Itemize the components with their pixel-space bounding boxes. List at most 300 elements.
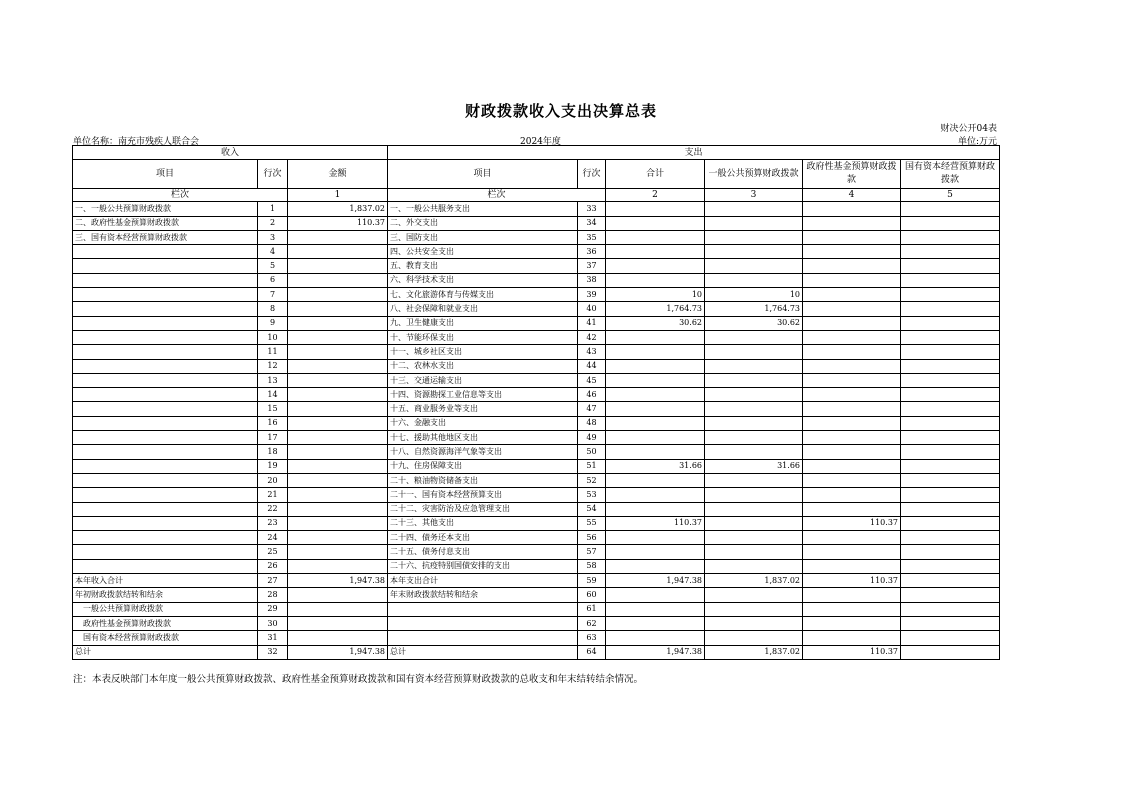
income-line-no-cell: 11: [258, 345, 288, 359]
table-row: [73, 388, 1000, 402]
income-line-no-cell: 3: [258, 230, 288, 244]
state-capital-cell: [901, 345, 1000, 359]
expense-line-no-cell: 64: [578, 645, 606, 659]
gov-fund-cell: [803, 273, 901, 287]
income-column-label: 栏次: [73, 189, 288, 202]
expense-total-cell: [606, 545, 705, 559]
gov-fund-cell: [803, 330, 901, 344]
state-capital-cell: [901, 473, 1000, 487]
state-capital-cell: [901, 574, 1000, 588]
currency-unit: 单位:万元: [957, 137, 997, 147]
table-row: [73, 473, 1000, 487]
column-number-5: 5: [901, 189, 1000, 202]
gov-fund-cell: 110.37: [803, 645, 901, 659]
expense-item-cell: 十八、自然资源海洋气象等支出: [388, 445, 578, 459]
gov-fund-cell: [803, 559, 901, 573]
expense-item-cell: [388, 631, 578, 645]
state-capital-cell: [901, 245, 1000, 259]
income-item-cell: [73, 559, 258, 573]
state-capital-cell: [901, 431, 1000, 445]
income-line-no-cell: 9: [258, 316, 288, 330]
column-number-4: 4: [803, 189, 901, 202]
expense-line-no-cell: 52: [578, 473, 606, 487]
table-row: [73, 616, 1000, 630]
expense-item-cell: 十六、金融支出: [388, 416, 578, 430]
general-budget-cell: [705, 488, 803, 502]
table-row: [73, 488, 1000, 502]
income-item-cell: 二、政府性基金预算财政拨款: [73, 216, 258, 230]
general-budget-cell: [705, 273, 803, 287]
income-item-cell: [73, 245, 258, 259]
general-budget-cell: [705, 388, 803, 402]
budget-summary-table: [72, 145, 1000, 660]
income-item-cell: [73, 402, 258, 416]
general-budget-cell: [705, 602, 803, 616]
expense-line-no-cell: 54: [578, 502, 606, 516]
income-item-cell: [73, 316, 258, 330]
state-capital-cell: [901, 545, 1000, 559]
income-line-no-cell: 4: [258, 245, 288, 259]
general-budget-cell: [705, 431, 803, 445]
income-amount-cell: [288, 330, 388, 344]
expense-total-cell: [606, 588, 705, 602]
state-capital-cell: [901, 516, 1000, 530]
income-header: 收入: [73, 146, 388, 160]
general-budget-cell: 1,764.73: [705, 302, 803, 316]
expense-total-cell: [606, 402, 705, 416]
column-number-1: 1: [288, 189, 388, 202]
income-item-cell: [73, 431, 258, 445]
general-budget-cell: [705, 216, 803, 230]
expense-total-cell: [606, 373, 705, 387]
expense-total-cell: [606, 488, 705, 502]
income-line-no-cell: 17: [258, 431, 288, 445]
expense-column-label: 栏次: [388, 189, 606, 202]
expense-line-no-cell: 55: [578, 516, 606, 530]
income-line-no-cell: 32: [258, 645, 288, 659]
expense-total-cell: [606, 345, 705, 359]
income-line-no-cell: 8: [258, 302, 288, 316]
state-capital-cell: [901, 373, 1000, 387]
table-row: [73, 445, 1000, 459]
general-budget-cell: 1,837.02: [705, 645, 803, 659]
table-row: [73, 330, 1000, 344]
expense-total-cell: 1,947.38: [606, 574, 705, 588]
expense-line-no-cell: 37: [578, 259, 606, 273]
income-item-cell: [73, 459, 258, 473]
gov-fund-cell: [803, 245, 901, 259]
income-item-cell: 一、一般公共预算财政拨款: [73, 202, 258, 216]
expense-item-cell: 二十三、其他支出: [388, 516, 578, 530]
expense-item-cell: [388, 602, 578, 616]
expense-item-cell: 二十一、国有资本经营预算支出: [388, 488, 578, 502]
income-line-no-cell: 19: [258, 459, 288, 473]
expense-line-no-cell: 42: [578, 330, 606, 344]
general-budget-cell: [705, 373, 803, 387]
income-amount-cell: [288, 259, 388, 273]
table-row: [73, 302, 1000, 316]
income-item-cell: 国有资本经营预算财政拨款: [73, 631, 258, 645]
gov-fund-cell: [803, 345, 901, 359]
expense-line-no-cell: 60: [578, 588, 606, 602]
table-row: [73, 545, 1000, 559]
income-amount-cell: [288, 345, 388, 359]
income-line-no-cell: 6: [258, 273, 288, 287]
state-capital-cell: [901, 588, 1000, 602]
income-line-no-cell: 28: [258, 588, 288, 602]
expense-item-cell: 十三、交通运输支出: [388, 373, 578, 387]
expense-line-no-cell: 51: [578, 459, 606, 473]
expense-line-no-cell: 53: [578, 488, 606, 502]
income-amount-cell: [288, 431, 388, 445]
state-capital-cell: [901, 273, 1000, 287]
table-row: [73, 245, 1000, 259]
income-line-no-cell: 29: [258, 602, 288, 616]
table-row: [73, 459, 1000, 473]
expense-item-cell: 二十四、债务还本支出: [388, 531, 578, 545]
income-amount-cell: [288, 402, 388, 416]
state-capital-cell: [901, 388, 1000, 402]
expense-line-no-cell: 63: [578, 631, 606, 645]
expense-total-cell: 30.62: [606, 316, 705, 330]
income-line-no-cell: 7: [258, 288, 288, 302]
income-amount-cell: [288, 502, 388, 516]
expense-total-cell: [606, 602, 705, 616]
gov-fund-cell: [803, 588, 901, 602]
state-capital-cell: [901, 459, 1000, 473]
table-row: [73, 516, 1000, 530]
income-item-cell: [73, 516, 258, 530]
expense-item-cell: 七、文化旅游体育与传媒支出: [388, 288, 578, 302]
income-amount-cell: [288, 616, 388, 630]
gov-fund-cell: 110.37: [803, 574, 901, 588]
expense-line-no-cell: 49: [578, 431, 606, 445]
gov-fund-cell: [803, 302, 901, 316]
general-budget-cell: [705, 230, 803, 244]
expense-total-cell: 110.37: [606, 516, 705, 530]
income-amount-cell: [288, 588, 388, 602]
state-capital-cell: [901, 645, 1000, 659]
expense-line-no-cell: 61: [578, 602, 606, 616]
expense-total-cell: [606, 388, 705, 402]
income-item-cell: [73, 273, 258, 287]
table-row: [73, 588, 1000, 602]
income-item-cell: 三、国有资本经营预算财政拨款: [73, 230, 258, 244]
table-row: [73, 602, 1000, 616]
general-budget-cell: [705, 559, 803, 573]
expense-item-cell: 二、外交支出: [388, 216, 578, 230]
expense-total-cell: [606, 202, 705, 216]
total-header: 合计: [606, 160, 705, 189]
expense-line-no-cell: 47: [578, 402, 606, 416]
income-line-no-cell: 23: [258, 516, 288, 530]
income-amount-cell: [288, 602, 388, 616]
state-capital-cell: [901, 531, 1000, 545]
income-line-no-cell: 13: [258, 373, 288, 387]
table-row: [73, 259, 1000, 273]
general-budget-cell: [705, 445, 803, 459]
state-capital-cell: [901, 216, 1000, 230]
table-row: [73, 373, 1000, 387]
table-row: [73, 288, 1000, 302]
gov-fund-cell: [803, 459, 901, 473]
general-budget-cell: [705, 345, 803, 359]
expense-total-cell: 1,947.38: [606, 645, 705, 659]
general-budget-cell: [705, 631, 803, 645]
general-budget-cell: [705, 402, 803, 416]
general-budget-cell: [705, 416, 803, 430]
income-line-header: 行次: [258, 160, 288, 189]
general-budget-cell: [705, 516, 803, 530]
general-budget-cell: 31.66: [705, 459, 803, 473]
state-capital-cell: [901, 259, 1000, 273]
general-budget-cell: [705, 330, 803, 344]
table-row: [73, 631, 1000, 645]
income-amount-cell: [288, 545, 388, 559]
gov-fund-cell: [803, 230, 901, 244]
expense-total-cell: 1,764.73: [606, 302, 705, 316]
table-row: [73, 202, 1000, 216]
income-line-no-cell: 25: [258, 545, 288, 559]
expense-total-cell: [606, 273, 705, 287]
expense-item-cell: 本年支出合计: [388, 574, 578, 588]
state-capital-cell: [901, 445, 1000, 459]
column-number-2: 2: [606, 189, 705, 202]
expense-item-cell: 四、公共安全支出: [388, 245, 578, 259]
income-amount-cell: [288, 230, 388, 244]
income-line-no-cell: 16: [258, 416, 288, 430]
expense-total-cell: [606, 502, 705, 516]
state-capital-cell: [901, 559, 1000, 573]
income-item-cell: 本年收入合计: [73, 574, 258, 588]
expense-line-no-cell: 38: [578, 273, 606, 287]
state-capital-cell: [901, 288, 1000, 302]
gov-fund-cell: [803, 545, 901, 559]
income-item-cell: [73, 259, 258, 273]
expense-total-cell: [606, 230, 705, 244]
income-item-cell: [73, 330, 258, 344]
table-row: [73, 230, 1000, 244]
table-row: [73, 345, 1000, 359]
income-amount-cell: [288, 488, 388, 502]
state-capital-cell: [901, 330, 1000, 344]
gov-fund-cell: 110.37: [803, 516, 901, 530]
expense-line-no-cell: 48: [578, 416, 606, 430]
expense-item-header: 项目: [388, 160, 578, 189]
state-capital-cell: [901, 631, 1000, 645]
expense-line-header: 行次: [578, 160, 606, 189]
expense-item-cell: 二十五、债务付息支出: [388, 545, 578, 559]
form-code: 财决公开04表: [940, 124, 997, 134]
income-item-cell: [73, 502, 258, 516]
income-amount-cell: [288, 388, 388, 402]
expense-line-no-cell: 33: [578, 202, 606, 216]
general-budget-cell: [705, 259, 803, 273]
expense-total-cell: [606, 259, 705, 273]
gov-fund-cell: [803, 216, 901, 230]
expense-header: 支出: [388, 146, 1000, 160]
gov-fund-cell: [803, 502, 901, 516]
gov-fund-cell: [803, 616, 901, 630]
expense-total-cell: [606, 431, 705, 445]
income-item-cell: 政府性基金预算财政拨款: [73, 616, 258, 630]
page-title: 财政拨款收入支出决算总表: [464, 102, 657, 120]
table-row: [73, 316, 1000, 330]
expense-item-cell: [388, 616, 578, 630]
gov-fund-cell: [803, 602, 901, 616]
gov-fund-cell: [803, 373, 901, 387]
income-item-header: 项目: [73, 160, 258, 189]
expense-item-cell: 九、卫生健康支出: [388, 316, 578, 330]
expense-line-no-cell: 46: [578, 388, 606, 402]
income-line-no-cell: 12: [258, 359, 288, 373]
table-row: [73, 431, 1000, 445]
income-line-no-cell: 21: [258, 488, 288, 502]
expense-total-cell: [606, 245, 705, 259]
state-capital-cell: [901, 316, 1000, 330]
income-amount-cell: [288, 459, 388, 473]
gov-fund-cell: [803, 388, 901, 402]
income-amount-cell: [288, 473, 388, 487]
gov-fund-cell: [803, 531, 901, 545]
expense-line-no-cell: 39: [578, 288, 606, 302]
general-budget-cell: [705, 616, 803, 630]
column-number-3: 3: [705, 189, 803, 202]
income-amount-cell: [288, 359, 388, 373]
gov-fund-cell: [803, 359, 901, 373]
expense-item-cell: 年末财政拨款结转和结余: [388, 588, 578, 602]
state-capital-cell: [901, 302, 1000, 316]
expense-line-no-cell: 41: [578, 316, 606, 330]
income-item-cell: [73, 488, 258, 502]
state-capital-cell: [901, 602, 1000, 616]
table-row: [73, 273, 1000, 287]
expense-line-no-cell: 59: [578, 574, 606, 588]
general-budget-cell: [705, 531, 803, 545]
expense-line-no-cell: 62: [578, 616, 606, 630]
income-item-cell: [73, 345, 258, 359]
income-line-no-cell: 18: [258, 445, 288, 459]
gov-fund-header: 政府性基金预算财政拨款: [803, 160, 901, 189]
gov-fund-cell: [803, 488, 901, 502]
income-amount-header: 金额: [288, 160, 388, 189]
expense-item-cell: 六、科学技术支出: [388, 273, 578, 287]
expense-line-no-cell: 40: [578, 302, 606, 316]
general-budget-header: 一般公共预算财政拨款: [705, 160, 803, 189]
income-line-no-cell: 20: [258, 473, 288, 487]
expense-item-cell: 十二、农林水支出: [388, 359, 578, 373]
expense-line-no-cell: 45: [578, 373, 606, 387]
expense-line-no-cell: 35: [578, 230, 606, 244]
income-item-cell: [73, 388, 258, 402]
expense-item-cell: 一、一般公共服务支出: [388, 202, 578, 216]
income-amount-cell: [288, 416, 388, 430]
income-line-no-cell: 22: [258, 502, 288, 516]
expense-item-cell: 二十、粮油物资储备支出: [388, 473, 578, 487]
table-row: [73, 402, 1000, 416]
income-line-no-cell: 10: [258, 330, 288, 344]
fiscal-year: 2024年度: [520, 137, 561, 147]
income-amount-cell: [288, 531, 388, 545]
gov-fund-cell: [803, 202, 901, 216]
state-capital-cell: [901, 416, 1000, 430]
income-line-no-cell: 31: [258, 631, 288, 645]
income-amount-cell: [288, 516, 388, 530]
table-row: [73, 359, 1000, 373]
income-amount-cell: [288, 245, 388, 259]
general-budget-cell: [705, 588, 803, 602]
general-budget-cell: [705, 502, 803, 516]
table-row: [73, 645, 1000, 659]
income-item-cell: [73, 359, 258, 373]
footnote: 注：本表反映部门本年度一般公共预算财政拨款、政府性基金预算财政拨款和国有资本经营预算财政拨款的总收支和年末结转结余情况。: [73, 674, 644, 685]
table-row: [73, 574, 1000, 588]
income-line-no-cell: 1: [258, 202, 288, 216]
income-amount-cell: [288, 288, 388, 302]
income-amount-cell: [288, 316, 388, 330]
income-line-no-cell: 26: [258, 559, 288, 573]
table-row: [73, 531, 1000, 545]
expense-line-no-cell: 44: [578, 359, 606, 373]
income-line-no-cell: 15: [258, 402, 288, 416]
general-budget-cell: 10: [705, 288, 803, 302]
expense-total-cell: [606, 616, 705, 630]
gov-fund-cell: [803, 473, 901, 487]
income-line-no-cell: 24: [258, 531, 288, 545]
general-budget-cell: [705, 359, 803, 373]
state-capital-cell: [901, 230, 1000, 244]
gov-fund-cell: [803, 288, 901, 302]
income-item-cell: [73, 288, 258, 302]
general-budget-cell: 30.62: [705, 316, 803, 330]
table-row: [73, 559, 1000, 573]
expense-item-cell: 十五、商业服务业等支出: [388, 402, 578, 416]
expense-total-cell: [606, 359, 705, 373]
income-item-cell: [73, 473, 258, 487]
expense-item-cell: 十一、城乡社区支出: [388, 345, 578, 359]
table-row: [73, 502, 1000, 516]
gov-fund-cell: [803, 431, 901, 445]
expense-total-cell: [606, 531, 705, 545]
gov-fund-cell: [803, 259, 901, 273]
expense-total-cell: [606, 330, 705, 344]
expense-item-cell: 二十六、抗疫特别国债安排的支出: [388, 559, 578, 573]
expense-total-cell: [606, 445, 705, 459]
expense-line-no-cell: 34: [578, 216, 606, 230]
income-item-cell: [73, 445, 258, 459]
income-amount-cell: [288, 445, 388, 459]
income-item-cell: [73, 531, 258, 545]
expense-item-cell: 二十二、灾害防治及应急管理支出: [388, 502, 578, 516]
income-item-cell: 一般公共预算财政拨款: [73, 602, 258, 616]
income-item-cell: [73, 545, 258, 559]
state-capital-cell: [901, 402, 1000, 416]
expense-line-no-cell: 58: [578, 559, 606, 573]
income-line-no-cell: 27: [258, 574, 288, 588]
expense-item-cell: 五、教育支出: [388, 259, 578, 273]
general-budget-cell: [705, 202, 803, 216]
income-amount-cell: 1,947.38: [288, 645, 388, 659]
expense-line-no-cell: 36: [578, 245, 606, 259]
expense-total-cell: [606, 473, 705, 487]
gov-fund-cell: [803, 445, 901, 459]
income-item-cell: [73, 373, 258, 387]
income-amount-cell: [288, 631, 388, 645]
state-capital-cell: [901, 616, 1000, 630]
expense-line-no-cell: 50: [578, 445, 606, 459]
expense-total-cell: 31.66: [606, 459, 705, 473]
expense-line-no-cell: 57: [578, 545, 606, 559]
